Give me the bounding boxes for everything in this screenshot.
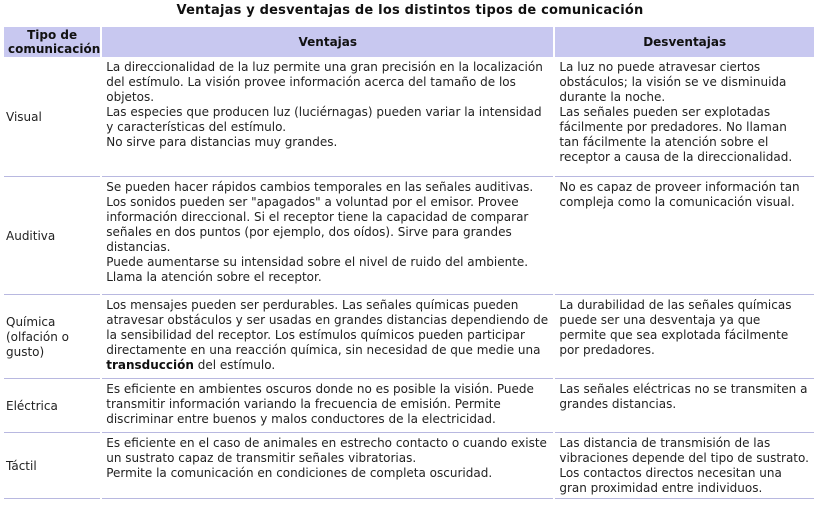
disadvantage-text: Los contactos directos necesitan una gran proximidad entre individuos.	[559, 466, 782, 495]
table-row	[4, 297, 814, 379]
table-row	[4, 435, 814, 499]
row-advantages	[102, 297, 553, 379]
disadvantage-text: La durabilidad de las señales químicas puede ser una desventaja ya que permite que sea explotada fácilmente por predadores.	[559, 298, 792, 357]
row-type: Química (olfación o gusto)	[4, 297, 100, 379]
advantage-text: No sirve para distancias muy grandes.	[106, 135, 338, 149]
advantage-text: Se pueden hacer rápidos cambios temporales en las señales auditivas.	[106, 180, 534, 194]
row-disadvantages	[555, 435, 814, 499]
row-advantages	[102, 179, 553, 295]
advantage-text: Es eficiente en ambientes oscuros donde no es posible la visión. Puede transmitir información variando la frecuencia de emisión. Permite discriminar entre buenos y malos conductores de la electricidad.	[106, 382, 534, 426]
table-row	[4, 179, 814, 295]
row-advantages	[102, 59, 553, 177]
advantage-text: Los mensajes pueden ser perdurables. Las señales químicas pueden atravesar obstáculos y ser usadas en grandes distancias dependiendo de la sensibilidad del receptor. Los estímulos químicos pueden participar directamente en una reacción química, sin necesidad de que medie una	[106, 298, 549, 357]
header-type: Tipo de comunicación	[4, 27, 100, 57]
row-disadvantages	[555, 59, 814, 177]
header-advantages: Ventajas	[102, 27, 553, 57]
row-type: Táctil	[4, 435, 100, 499]
disadvantage-text: No es capaz de proveer información tan compleja como la comunicación visual.	[559, 180, 800, 209]
advantage-text: Las especies que producen luz (luciérnagas) pueden variar la intensidad y características del estímulo.	[106, 105, 542, 134]
disadvantage-text: La luz no puede atravesar ciertos obstáculos; la visión se ve disminuida durante la noche.	[559, 60, 787, 104]
header-disadvantages: Desventajas	[555, 27, 814, 57]
row-disadvantages	[555, 179, 814, 295]
disadvantage-text: Las señales eléctricas no se transmiten a grandes distancias.	[559, 382, 808, 411]
table-row	[4, 59, 814, 177]
row-disadvantages	[555, 381, 814, 433]
advantage-text: Puede aumentarse su intensidad sobre el nivel de ruido del ambiente. Llama la atención sobre el receptor.	[106, 255, 529, 284]
disadvantage-text: Las señales pueden ser explotadas fácilmente por predadores. No llaman tan fácilmente la atención sobre el receptor a causa de la direccionalidad.	[559, 105, 793, 164]
row-type: Visual	[4, 59, 100, 177]
advantage-text: Permite la comunicación en condiciones de completa oscuridad.	[106, 466, 493, 480]
advantage-text: La direccionalidad de la luz permite una gran precisión en la localización del estímulo. La visión provee información acerca del tamaño de los objetos.	[106, 60, 543, 104]
advantage-text: Es eficiente en el caso de animales en estrecho contacto o cuando existe un sustrato capaz de transmitir señales vibratorias.	[106, 436, 547, 465]
advantage-text: Los sonidos pueden ser "apagados" a voluntad por el emisor. Provee información direccional. Si el receptor tiene la capacidad de comparar señales en dos puntos (por ejemplo, dos oídos). Sirve para grandes distancias.	[106, 195, 529, 254]
header-row	[4, 27, 814, 57]
row-type: Eléctrica	[4, 381, 100, 433]
row-disadvantages	[555, 297, 814, 379]
row-advantages	[102, 435, 553, 499]
advantage-text: del estímulo.	[193, 358, 276, 372]
row-type: Auditiva	[4, 179, 100, 295]
advantage-bold-term: transducción	[106, 358, 194, 372]
row-advantages	[102, 381, 553, 433]
page-title: Ventajas y desventajas de los distintos tipos de comunicación	[176, 3, 644, 18]
disadvantage-text: Las distancia de transmisión de las vibraciones depende del tipo de sustrato.	[559, 436, 809, 465]
comparison-table	[2, 25, 816, 501]
table-row	[4, 381, 814, 433]
